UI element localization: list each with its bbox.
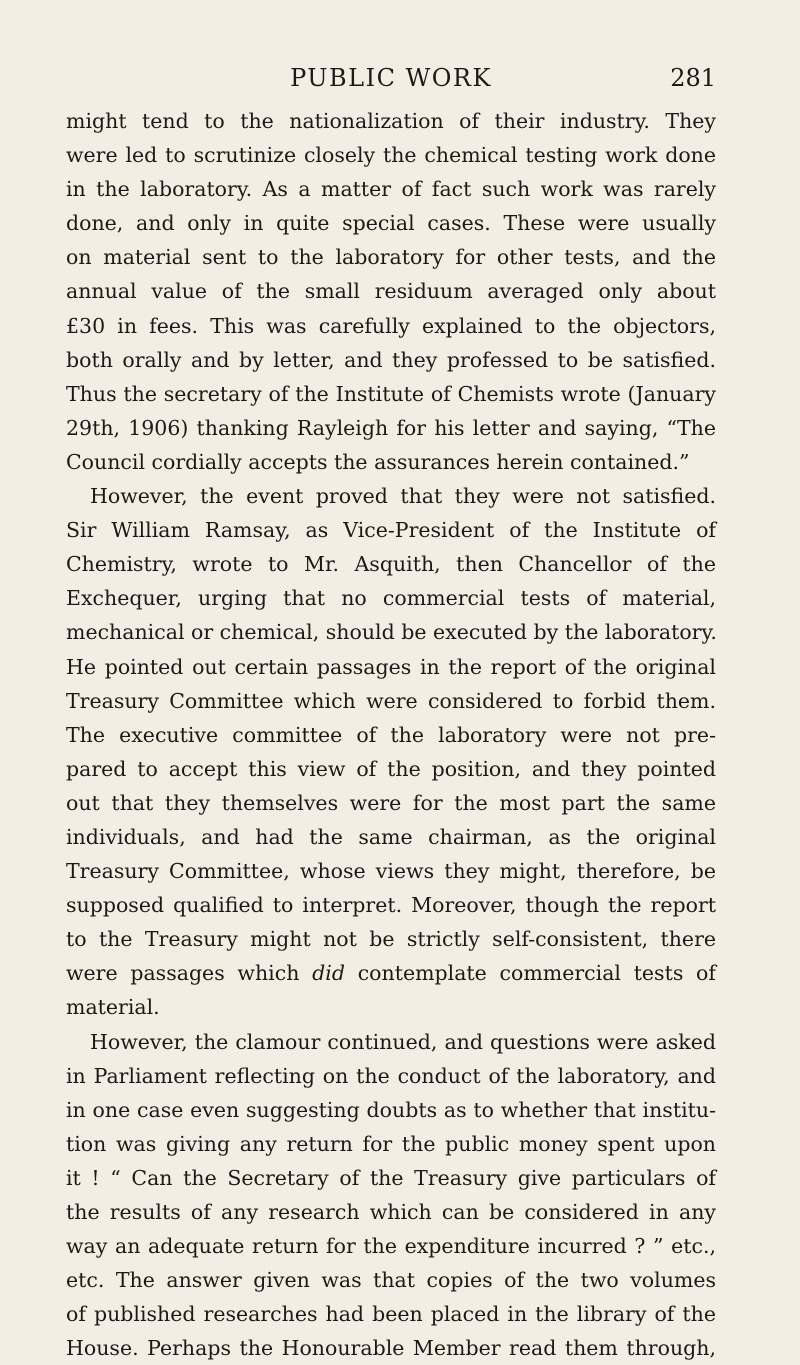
- text-line: etc. The answer given was that copies of the two volumes: [66, 1268, 716, 1293]
- page-number: 281: [670, 64, 716, 92]
- text-line: 29th, 1906) thanking Rayleigh for his letter and saying, “The: [66, 415, 716, 440]
- text-line: done, and only in quite special cases. These were usually: [66, 211, 716, 236]
- text-line: in Parliament reflecting on the conduct of the laboratory, and: [66, 1063, 716, 1088]
- text-line: material.: [66, 995, 160, 1020]
- running-head: [66, 60, 716, 96]
- text-line: He pointed out certain passages in the report of the original: [66, 654, 716, 679]
- emphasized-word: did: [312, 961, 345, 986]
- text-line: supposed qualified to interpret. Moreover, though the report: [66, 893, 716, 918]
- text-line: mechanical or chemical, should be executed by the laboratory.: [66, 620, 717, 645]
- text-line: pared to accept this view of the position, and they pointed: [66, 756, 716, 781]
- text-line: both orally and by letter, and they professed to be satisfied.: [66, 347, 716, 372]
- text-line: in one case even suggesting doubts as to whether that institu-: [66, 1097, 716, 1122]
- text-line: the results of any research which can be considered in any: [66, 1200, 716, 1224]
- text-line: tion was giving any return for the public money spent upon: [66, 1131, 716, 1156]
- text-line: were led to scrutinize closely the chemical testing work done: [66, 143, 716, 168]
- text-line: of published researches had been placed in the library of the: [66, 1302, 716, 1327]
- text-line: Chemistry, wrote to Mr. Asquith, then Chancellor of the: [66, 552, 716, 577]
- text-line: out that they themselves were for the most part the same: [66, 790, 716, 815]
- text-line: Treasury Committee, whose views they might, therefore, be: [66, 859, 716, 884]
- text-line: Council cordially accepts the assurances herein contained.”: [66, 449, 690, 474]
- text-line: However, the event proved that they were not satisfied.: [90, 484, 716, 509]
- text-line: annual value of the small residuum averaged only about: [66, 279, 716, 304]
- text-line: The executive committee of the laboratory were not pre-: [66, 722, 716, 747]
- text-line: to the Treasury might not be strictly self-consistent, there: [66, 927, 716, 952]
- text-line: might tend to the nationalization of their industry. They: [66, 109, 716, 133]
- text-line: individuals, and had the same chairman, as the original: [66, 824, 716, 849]
- text-line: Thus the secretary of the Institute of Chemists wrote (January: [66, 381, 716, 406]
- body-text: [66, 104, 716, 1365]
- text-line: However, the clamour continued, and questions were asked: [90, 1029, 716, 1054]
- text-line: way an adequate return for the expenditure incurred ? ” etc.,: [66, 1234, 716, 1259]
- text-line: £30 in fees. This was carefully explained to the objectors,: [66, 313, 716, 338]
- text-line: Treasury Committee which were considered to forbid them.: [66, 688, 716, 713]
- running-title: PUBLIC WORK: [290, 64, 492, 92]
- text-line: were passages which did contemplate commercial tests of: [66, 961, 716, 986]
- text-line: on material sent to the laboratory for other tests, and the: [66, 245, 716, 270]
- text-line: it ! “ Can the Secretary of the Treasury give particulars of: [66, 1165, 716, 1190]
- text-line: House. Perhaps the Honourable Member read them through,: [66, 1336, 716, 1361]
- text-line: Exchequer, urging that no commercial tests of material,: [66, 586, 716, 611]
- text-line: in the laboratory. As a matter of fact such work was rarely: [66, 177, 716, 202]
- text-line: Sir William Ramsay, as Vice-President of the Institute of: [66, 518, 716, 543]
